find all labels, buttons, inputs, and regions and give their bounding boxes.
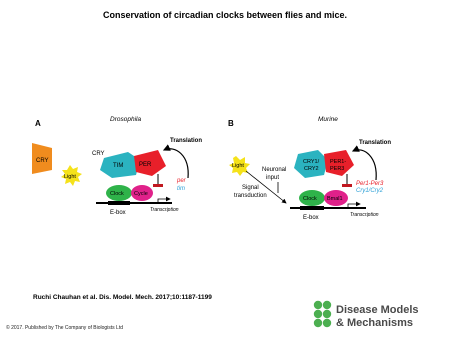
- neuronal-input-label: Neuronal input: [262, 167, 287, 181]
- transcription-label-a: Transcription: [150, 207, 179, 213]
- logo-line-1: Disease Models: [336, 304, 419, 316]
- inhibition-bar-a: [153, 184, 163, 187]
- panel-a-letter: A: [35, 119, 41, 128]
- figure-title: Conservation of circadian clocks between flies and mice.: [102, 10, 348, 20]
- ebox-block-b: [300, 206, 324, 210]
- clock-label-a: Clock: [110, 191, 124, 197]
- inhibition-bar-b: [342, 184, 352, 187]
- ebox-block-a: [108, 201, 130, 205]
- gene-tim-label: tim: [177, 186, 185, 192]
- panel-b-letter: B: [228, 119, 234, 128]
- copyright: © 2017. Published by The Company of Biologists Ltd: [6, 325, 123, 331]
- logo-line-2: & Mechanisms: [336, 317, 414, 329]
- cry-left-label: CRY: [36, 158, 49, 164]
- bmal1-label: Bmal1: [327, 196, 343, 202]
- per-label: PER: [139, 162, 152, 168]
- gene-cry12-label: Cry1/Cry2: [356, 188, 384, 194]
- panel-b-organism: Murine: [318, 116, 338, 123]
- translation-arrow-b: [353, 150, 376, 180]
- gene-per-label: per: [177, 178, 186, 184]
- journal-logo: [314, 301, 419, 329]
- logo-dot-4: [323, 310, 331, 318]
- translation-arrow-a: [164, 149, 188, 178]
- cry-label-a: CRY: [92, 151, 105, 157]
- tim-label: TIM: [113, 163, 124, 169]
- logo-dot-2: [323, 301, 331, 309]
- logo-dot-1: [314, 301, 322, 309]
- cycle-label: Cycle: [134, 191, 148, 197]
- ebox-label-b: E-box: [303, 215, 319, 221]
- per13-label: PER1- PER3: [330, 159, 347, 172]
- gene-per13-label: Per1-Per3: [356, 181, 384, 187]
- logo-dot-6: [323, 319, 331, 327]
- translation-label-b: Translation: [359, 140, 392, 146]
- panel-a-organism: Drosophila: [110, 116, 142, 123]
- light-label-b: Light: [232, 163, 244, 169]
- cry12-label: CRY1/ CRY2: [303, 159, 320, 172]
- citation: Ruchi Chauhan et al. Dis. Model. Mech. 2017;10:1187-1199: [33, 294, 212, 301]
- light-label-a: Light: [64, 174, 76, 180]
- ebox-label-a: E-box: [110, 210, 126, 216]
- logo-dot-5: [314, 319, 322, 327]
- translation-label-a: Translation: [170, 138, 203, 144]
- logo-dot-3: [314, 310, 322, 318]
- signal-transduction-label: Signal transduction: [234, 185, 267, 199]
- clock-label-b: Clock: [303, 196, 317, 202]
- dna-line-a: [96, 202, 172, 204]
- transcription-label-b: Transcription: [350, 212, 379, 218]
